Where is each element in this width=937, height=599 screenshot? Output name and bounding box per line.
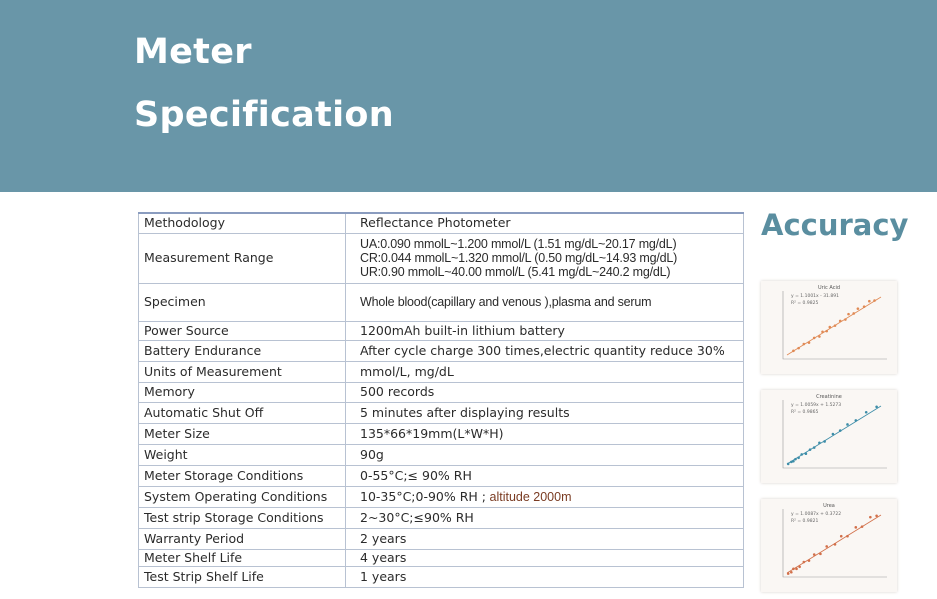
scatter-point <box>861 525 864 528</box>
scatter-point <box>790 571 793 574</box>
spec-label: System Operating Conditions <box>139 486 346 507</box>
plot-title: Urea <box>823 503 835 509</box>
scatter-point <box>808 341 811 344</box>
spec-label: Test strip Storage Conditions <box>139 507 346 528</box>
scatter-point <box>787 572 790 575</box>
scatter-point <box>875 406 878 409</box>
spec-value: 5 minutes after displaying results <box>346 402 744 423</box>
spec-row <box>139 382 744 402</box>
scatter-point <box>863 305 866 308</box>
plot-equation: y = 1.1001x - 31.891 <box>791 294 839 299</box>
spec-value: Whole blood(capillary and venous ),plasma and serum <box>346 283 744 321</box>
scatter-point <box>840 535 843 538</box>
scatter-point <box>852 312 855 315</box>
specification-table <box>138 212 744 588</box>
spec-row <box>139 340 744 361</box>
spec-row <box>139 528 744 549</box>
scatter-point <box>875 515 878 518</box>
spec-value: 500 records <box>346 382 744 402</box>
scatter-point <box>813 446 816 449</box>
scatter-point <box>792 568 795 571</box>
spec-value: 10-35°C;0-90% RH ; altitude 2000m <box>346 486 744 507</box>
spec-label: Methodology <box>139 213 346 233</box>
page-title-line2: Specification <box>134 95 394 135</box>
spec-label: Meter Size <box>139 423 346 444</box>
spec-label: Warranty Period <box>139 528 346 549</box>
scatter-point <box>792 350 795 353</box>
scatter-point <box>792 460 795 463</box>
spec-label: Test Strip Shelf Life <box>139 566 346 587</box>
urea-plot <box>761 499 897 592</box>
scatter-point <box>819 553 822 556</box>
scatter-point <box>857 307 860 310</box>
scatter-point <box>823 440 826 443</box>
spec-label: Units of Measurement <box>139 361 346 382</box>
spec-value: 135*66*19mm(L*W*H) <box>346 423 744 444</box>
spec-row <box>139 566 744 587</box>
scatter-point <box>795 568 798 571</box>
scatter-point <box>834 543 837 546</box>
scatter-point <box>797 457 800 460</box>
scatter-point <box>846 423 849 426</box>
spec-row <box>139 321 744 340</box>
spec-label: Meter Shelf Life <box>139 549 346 566</box>
scatter-point <box>829 326 832 329</box>
spec-value: UA:0.090 mmolL~1.200 mmol/L (1.51 mg/dL~20.17 mg/dL) CR:0.044 mmolL~1.320 mmol/L (0.50 mg/dL~14.93 mg/dL) UR:0.90 mmolL~40.00 mmol/L (5.41 mg/dL~240.2 mg/dL) <box>346 233 744 283</box>
spec-label: Meter Storage Conditions <box>139 465 346 486</box>
scatter-point <box>821 331 824 334</box>
plot-r-squared: R² = 0.9865 <box>791 410 819 415</box>
spec-label: Power Source <box>139 321 346 340</box>
spec-value: 1 years <box>346 566 744 587</box>
scatter-point <box>813 337 816 340</box>
scatter-point <box>873 299 876 302</box>
spec-row <box>139 486 744 507</box>
spec-label: Automatic Shut Off <box>139 402 346 423</box>
scatter-point <box>855 526 858 529</box>
scatter-point <box>800 453 803 456</box>
header-banner <box>0 0 937 192</box>
scatter-point <box>787 463 790 466</box>
spec-value: 2 years <box>346 528 744 549</box>
scatter-point <box>809 448 812 451</box>
scatter-point <box>794 458 797 461</box>
scatter-point <box>825 545 828 548</box>
spec-row <box>139 402 744 423</box>
scatter-point <box>855 419 858 422</box>
spec-label: Weight <box>139 444 346 465</box>
spec-row <box>139 507 744 528</box>
spec-value: 4 years <box>346 549 744 566</box>
spec-row <box>139 233 744 283</box>
spec-label: Battery Endurance <box>139 340 346 361</box>
spec-value: Reflectance Photometer <box>346 213 744 233</box>
scatter-point <box>818 442 821 445</box>
plot-equation: y = 1.0087x + 0.3722 <box>791 512 842 517</box>
scatter-point <box>797 347 800 350</box>
plot-title: Creatinine <box>816 394 842 400</box>
spec-row <box>139 283 744 321</box>
scatter-point <box>825 330 828 333</box>
altitude-note: altitude 2000m <box>486 489 572 504</box>
scatter-point <box>846 535 849 538</box>
scatter-point <box>868 300 871 303</box>
spec-value: 2~30°C;≤90% RH <box>346 507 744 528</box>
scatter-point <box>834 324 837 327</box>
spec-value: 1200mAh built-in lithium battery <box>346 321 744 340</box>
scatter-point <box>839 429 842 432</box>
scatter-point <box>808 559 811 562</box>
creatinine-plot <box>761 390 897 483</box>
plot-title: Uric Acid <box>817 285 841 291</box>
spec-row <box>139 361 744 382</box>
scatter-point <box>847 313 850 316</box>
spec-value: 90g <box>346 444 744 465</box>
scatter-point <box>832 433 835 436</box>
plot-r-squared: R² = 0.9821 <box>791 519 819 524</box>
spec-row <box>139 549 744 566</box>
plot-r-squared: R² = 0.9825 <box>791 301 819 306</box>
spec-row <box>139 465 744 486</box>
spec-value: After cycle charge 300 times,electric quantity reduce 30% <box>346 340 744 361</box>
spec-row <box>139 423 744 444</box>
accuracy-title: Accuracy <box>761 208 909 242</box>
page-title-line1: Meter <box>134 32 252 72</box>
scatter-point <box>805 452 808 455</box>
scatter-point <box>869 516 872 519</box>
scatter-point <box>813 553 816 556</box>
scatter-point <box>803 561 806 564</box>
scatter-point <box>803 343 806 346</box>
spec-label: Specimen <box>139 283 346 321</box>
spec-row <box>139 213 744 233</box>
scatter-point <box>818 335 821 338</box>
scatter-point <box>839 320 842 323</box>
spec-row <box>139 444 744 465</box>
scatter-point <box>865 411 868 414</box>
scatter-point <box>844 318 847 321</box>
spec-label: Memory <box>139 382 346 402</box>
uric-acid-plot <box>761 281 897 374</box>
spec-value: 0-55°C;≤ 90% RH <box>346 465 744 486</box>
plot-equation: y = 1.0059x + 1.5273 <box>791 403 842 408</box>
spec-label: Measurement Range <box>139 233 346 283</box>
spec-value: mmol/L, mg/dL <box>346 361 744 382</box>
scatter-point <box>798 566 801 569</box>
